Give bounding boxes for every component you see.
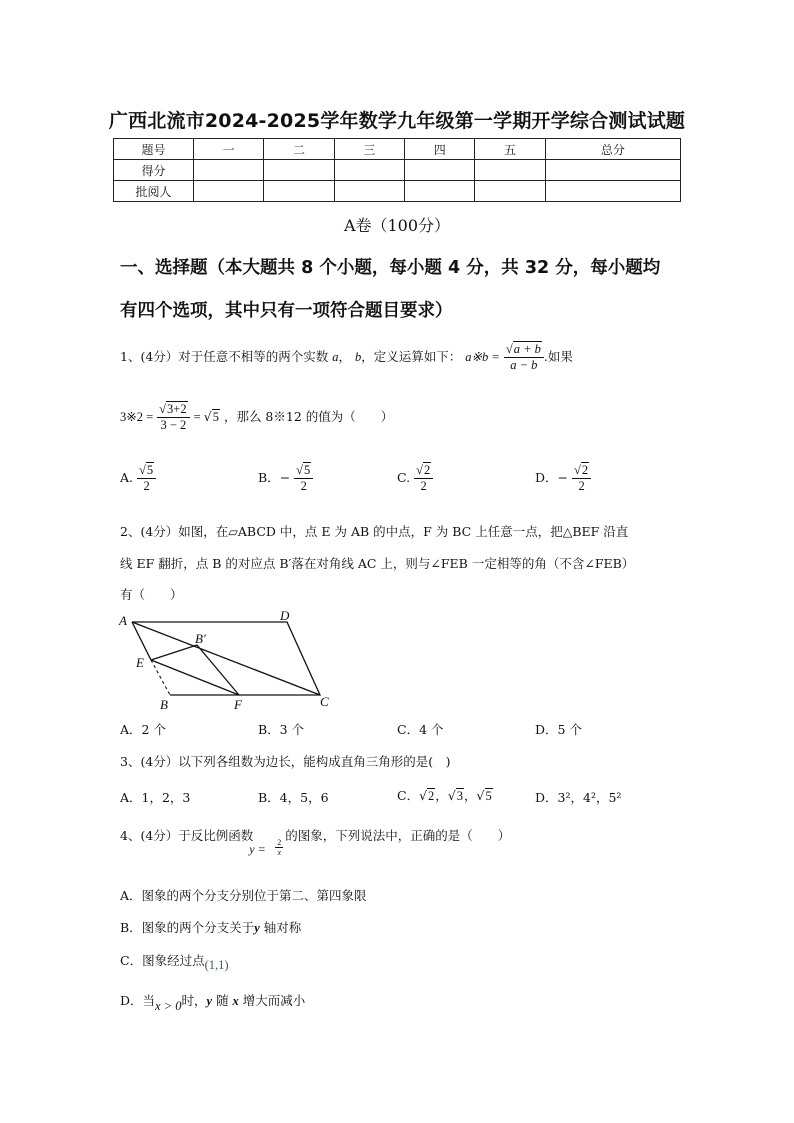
q1-sep: ， [338, 349, 352, 364]
score-row [114, 160, 681, 181]
score-header-cell: 总分 [545, 139, 680, 160]
option-text: D．当 [120, 993, 156, 1008]
score-header-cell: 二 [264, 139, 334, 160]
option-label: B． [258, 470, 280, 485]
option-sign: − [557, 470, 569, 485]
question-1-line2 [120, 402, 393, 433]
option-sign: − [279, 470, 291, 485]
sqrt-icon: √ [296, 463, 304, 477]
dashed-eb [151, 660, 170, 695]
grader-row-label: 批阅人 [114, 181, 194, 202]
parallelogram-figure [112, 605, 342, 715]
q4-option-c [120, 951, 229, 972]
q1-text-def: ，定义运算如下： [361, 349, 462, 364]
q4-func-den: x [277, 848, 282, 857]
sqrt-icon: √ [447, 788, 456, 803]
option-label: A. [120, 470, 134, 485]
sqrt-icon: √ [159, 402, 167, 416]
q4-function [249, 826, 285, 857]
label-c: C [320, 694, 329, 709]
q3-option-c: C．√2，√3，√5 [397, 788, 492, 803]
q1-question: ，那么 8※12 的值为（ ） [223, 409, 394, 424]
question-2-line1: 2、(4分）如图，在▱ABCD 中，点 E 为 AB 的中点，F 为 BC 上任意一点，把△BEF 沿直 [120, 524, 629, 539]
grader-cell [475, 181, 545, 202]
label-e: E [136, 655, 144, 670]
score-table [113, 138, 681, 202]
label-d: D [280, 608, 290, 623]
score-cell [545, 160, 680, 181]
sqrt-icon: √ [476, 788, 485, 803]
option-text: 轴对称 [259, 920, 302, 935]
option-denominator: 2 [578, 479, 585, 493]
q4-point: (1,1) [204, 958, 229, 972]
sqrt-icon: √ [203, 409, 212, 424]
q4-func-lhs: y = [249, 842, 266, 856]
option-var: y [254, 921, 260, 935]
score-cell [194, 160, 264, 181]
q1-example-lhs: 3※2 = [120, 410, 154, 424]
q4-option-d [120, 991, 306, 1013]
sqrt-icon: √ [416, 463, 423, 477]
q3-radicand-3: 5 [485, 789, 492, 803]
q1-option-d [535, 463, 591, 494]
exam-title: 广西北流市2024-2025学年数学九年级第一学期开学综合测试试题 [108, 110, 686, 132]
sqrt-icon: √ [139, 463, 146, 477]
q1-var-b: b [355, 350, 362, 364]
q1-example-numerator: 3+2 [167, 402, 187, 416]
question-2-line2: 线 EF 翻折，点 B 的对应点 B′落在对角线 AC 上，则与∠FEB 一定相等的角（不含∠FEB） [120, 556, 635, 571]
option-text: 随 [212, 993, 233, 1008]
q2-option-a: A．2 个 [120, 722, 166, 737]
q2-option-c: C．4 个 [397, 722, 444, 737]
q3-option-b: B．4，5，6 [258, 790, 329, 805]
option-var-x: x [232, 994, 239, 1008]
option-denominator: 2 [143, 479, 150, 493]
option-fraction [572, 463, 591, 494]
q1-def-numerator: a + b [513, 342, 541, 356]
question-4 [120, 826, 511, 857]
q1-option-a [120, 463, 156, 494]
q2-option-d: D．5 个 [535, 722, 582, 737]
q1-example-fraction [157, 402, 189, 433]
option-denominator: 2 [420, 479, 427, 493]
label-b: B [160, 697, 168, 712]
q1-def-lhs: a※b = [465, 350, 500, 364]
q4-text: 4、(4分）于反比例函数 [120, 828, 254, 843]
sqrt-icon: √ [419, 788, 428, 803]
option-denominator: 2 [300, 479, 307, 493]
q4-text-rest: 的图象，下列说法中，正确的是（ ） [285, 828, 511, 843]
q1-text: 1、(4分）对于任意不相等的两个实数 [120, 349, 329, 364]
sqrt-icon: √ [574, 463, 581, 477]
option-numerator: 5 [146, 463, 154, 477]
volume-heading: A卷（100分） [343, 216, 451, 235]
score-row-label: 得分 [114, 160, 194, 181]
option-label: C. [397, 470, 411, 485]
grader-cell [194, 181, 264, 202]
grader-cell [545, 181, 680, 202]
grader-cell [405, 181, 475, 202]
score-table-header-row [114, 139, 681, 160]
label-a: A [119, 613, 127, 628]
q1-example-eq: = [193, 410, 204, 424]
option-fraction [414, 463, 433, 494]
q1-var-a: a [332, 350, 339, 364]
option-numerator: 2 [423, 463, 431, 477]
option-numerator: 2 [581, 463, 589, 477]
score-header-cell: 四 [405, 139, 475, 160]
sqrt-icon: √ [505, 342, 513, 356]
option-var-y: y [206, 994, 213, 1008]
question-3: 3、(4分）以下列各组数为边长，能构成直角三角形的是( ) [120, 754, 451, 769]
score-cell [405, 160, 475, 181]
segment-b-prime-f [197, 645, 239, 695]
option-text: C．图象经过点 [120, 953, 205, 968]
q3-option-a: A．1，2，3 [120, 790, 191, 805]
option-fraction [294, 463, 313, 494]
q3-option-d: D．3²，4²，5² [535, 790, 622, 805]
question-2-line3: 有（ ） [120, 587, 183, 602]
q4-option-a: A．图象的两个分支分别位于第二、第四象限 [120, 888, 367, 903]
option-label: C． [397, 788, 420, 803]
score-header-cell: 题号 [114, 139, 194, 160]
q1-option-c [397, 463, 433, 494]
score-header-cell: 一 [194, 139, 264, 160]
grader-row [114, 181, 681, 202]
option-text: 增大而减小 [238, 993, 306, 1008]
option-numerator: 5 [304, 463, 311, 477]
option-text: 时， [181, 993, 207, 1008]
grader-cell [264, 181, 334, 202]
q4-func-fraction [275, 838, 283, 857]
score-header-cell: 三 [334, 139, 404, 160]
q4-condition: x > 0 [155, 999, 182, 1013]
q1-example-denominator: 3 − 2 [160, 418, 187, 432]
segment-eb-prime [151, 645, 197, 660]
q3-radicand-2: 3 [456, 789, 464, 803]
label-f: F [234, 697, 242, 712]
score-header-cell: 五 [475, 139, 545, 160]
grader-cell [334, 181, 404, 202]
label-b-prime: B′ [195, 631, 206, 646]
option-label: D． [535, 470, 558, 485]
q1-def-denominator: a − b [510, 358, 538, 372]
segment-ef [151, 660, 239, 695]
q1-option-b [258, 463, 313, 494]
q1-def-fraction [504, 342, 544, 373]
q1-example-rhs: 5 [212, 410, 219, 424]
q1-text-if: .如果 [543, 349, 573, 364]
section-heading-line2: 有四个选项，其中只有一项符合题目要求） [120, 301, 453, 321]
score-cell [334, 160, 404, 181]
q4-option-b [120, 918, 301, 936]
score-cell [475, 160, 545, 181]
option-text: B．图象的两个分支关于 [120, 920, 255, 935]
q3-radicand-1: 2 [428, 789, 435, 803]
section-heading-line1: 一、选择题（本大题共 8 个小题，每小题 4 分，共 32 分，每小题均 [120, 258, 661, 278]
option-fraction [137, 463, 156, 494]
question-1-line1 [120, 342, 573, 373]
q4-func-num: 2 [277, 838, 282, 847]
q2-option-b: B．3 个 [258, 722, 305, 737]
score-cell [264, 160, 334, 181]
